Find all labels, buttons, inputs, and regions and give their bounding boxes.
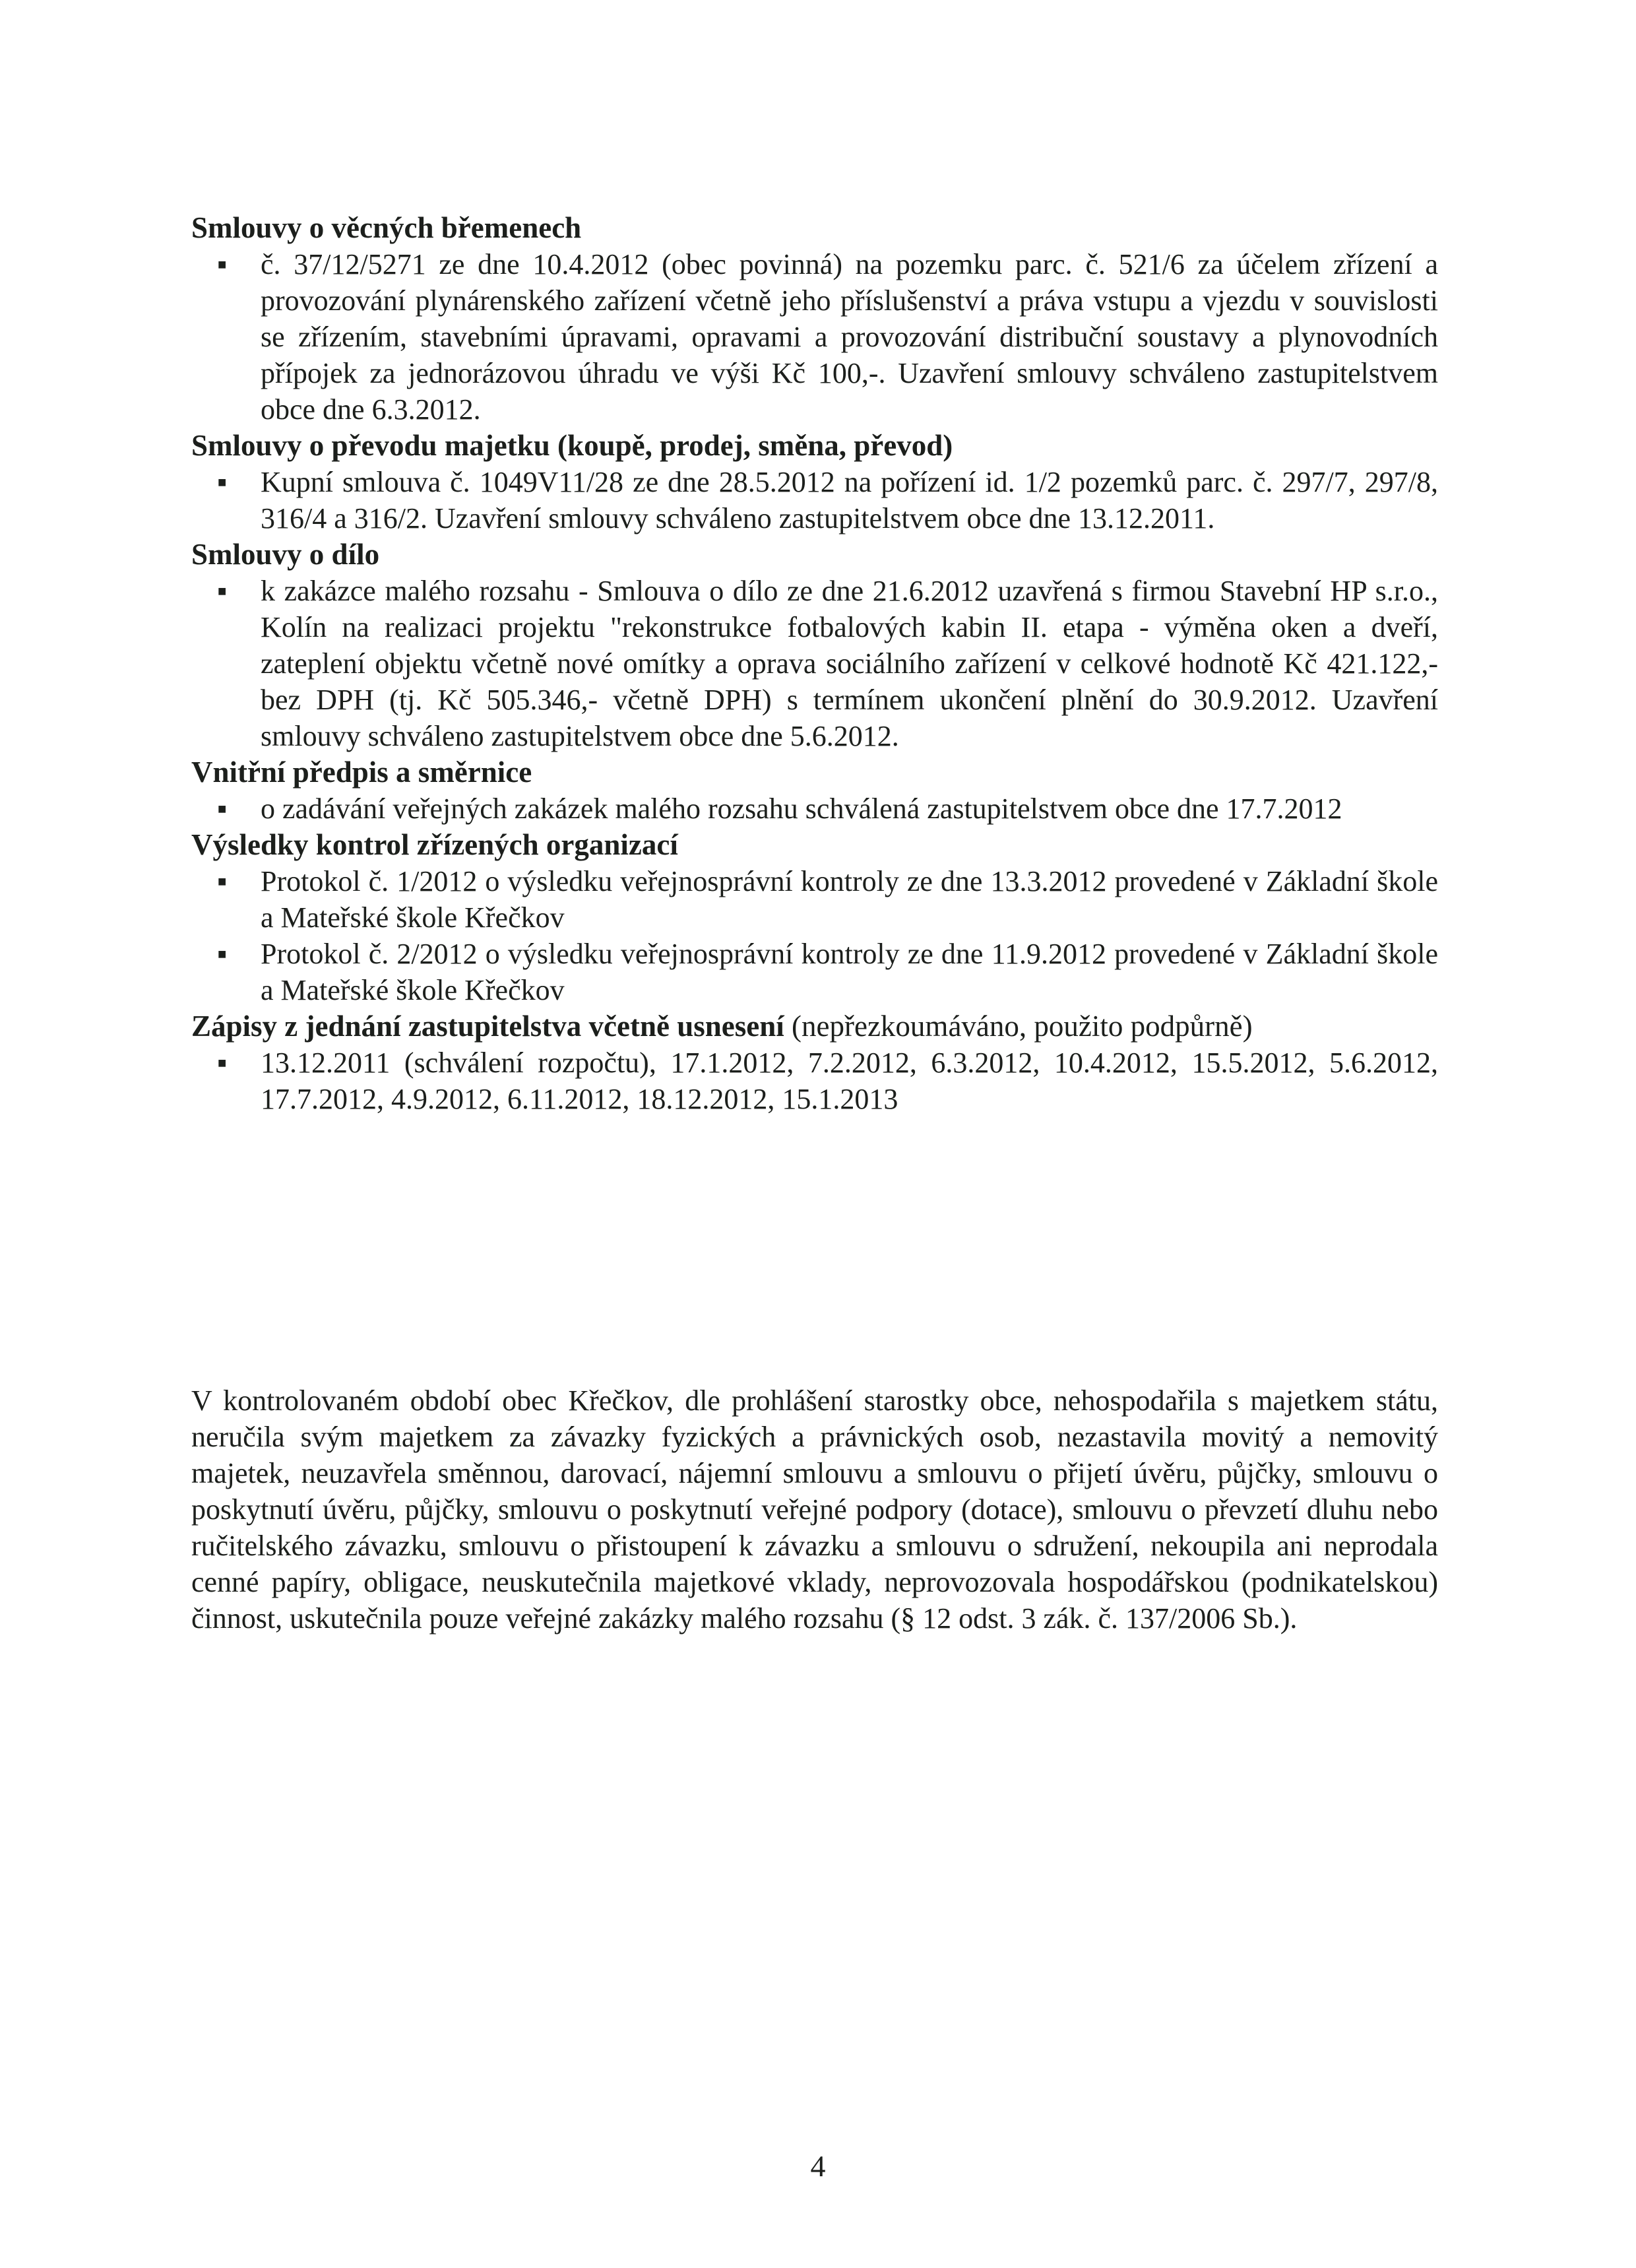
section-internal-regulations: [191, 754, 1438, 827]
item-list: [191, 1045, 1438, 1117]
list-item: [191, 791, 1438, 827]
item-text: o zadávání veřejných zakázek malého rozsahu schválená zastupitelstvem obce dne 17.7.2012: [261, 793, 1342, 825]
item-text: 13.12.2011 (schválení rozpočtu), 17.1.2012, 7.2.2012, 6.3.2012, 10.4.2012, 15.5.2012, 5.6.2012, 17.7.2012, 4.9.2012, 6.11.2012, 18.12.2012, 15.1.2013: [261, 1047, 1438, 1115]
section-property-transfer: [191, 428, 1438, 536]
section-heading: Výsledky kontrol zřízených organizací: [191, 828, 678, 861]
square-bullet-icon: ■: [218, 1054, 227, 1071]
section-council-minutes: [191, 1008, 1438, 1117]
item-text: Protokol č. 2/2012 o výsledku veřejnosprávní kontroly ze dne 11.9.2012 provedené v Základní škole a Mateřské škole Křečkov: [261, 938, 1438, 1006]
list-item: [191, 936, 1438, 1008]
square-bullet-icon: ■: [218, 800, 227, 817]
list-item: [191, 1045, 1438, 1117]
item-text: č. 37/12/5271 ze dne 10.4.2012 (obec povinná) na pozemku parc. č. 521/6 za účelem zřízení a provozování plynárenského zařízení včetně jeho příslušenství a práva vstupu a vjezdu v souvislosti se zřízením, stavebními úpravami, opravami a provozování distribuční soustavy a plynovodních přípojek za jednorázovou úhradu ve výši Kč 100,-. Uzavření smlouvy schváleno zastupitelstvem obce dne 6.3.2012.: [261, 248, 1438, 426]
section-inspection-results: [191, 827, 1438, 1008]
section-heading: Vnitřní předpis a směrnice: [191, 756, 532, 789]
section-heading-note: (nepřezkoumáváno, použito podpůrně): [784, 1010, 1253, 1043]
item-list: [191, 246, 1438, 428]
square-bullet-icon: ■: [218, 873, 227, 890]
summary-paragraph: V kontrolovaném období obec Křečkov, dle prohlášení starostky obce, nehospodařila s majetkem státu, neručila svým majetkem za závazky fyzických a právnických osob, nezastavila movitý a nemovitý majetek, neuzavřela směnnou, darovací, nájemní smlouvu a smlouvu o přijetí úvěru, půjčky, smlouvu o poskytnutí úvěru, půjčky, smlouvu o poskytnutí veřejné podpory (dotace), smlouvu o převzetí dluhu nebo ručitelského závazku, smlouvu o přistoupení k závazku a smlouvu o sdružení, nekoupila ani neprodala cenné papíry, obligace, neuskutečnila majetkové vklady, neprovozovala hospodářskou (podnikatelskou) činnost, uskutečnila pouze veřejné zakázky malého rozsahu (§ 12 odst. 3 zák. č. 137/2006 Sb.).: [191, 1384, 1438, 1635]
item-list: [191, 863, 1438, 1008]
section-heading: Smlouvy o věcných břemenech: [191, 211, 582, 244]
item-list: [191, 791, 1438, 827]
section-work-contracts: [191, 536, 1438, 754]
square-bullet-icon: ■: [218, 946, 227, 962]
item-text: k zakázce malého rozsahu - Smlouva o dílo ze dne 21.6.2012 uzavřená s firmou Stavební HP s.r.o., Kolín na realizaci projektu "rekonstrukce fotbalových kabin II. etapa - výměna oken a dveří, zateplení objektu včetně nové omítky a oprava sociálního zařízení v celkové hodnotě Kč 421.122,- bez DPH (tj. Kč 505.346,- včetně DPH) s termínem ukončení plnění do 30.9.2012. Uzavření smlouvy schváleno zastupitelstvem obce dne 5.6.2012.: [261, 575, 1438, 752]
section-heading: [191, 1008, 1438, 1045]
item-list: [191, 573, 1438, 754]
square-bullet-icon: ■: [218, 474, 227, 490]
section-easements: [191, 210, 1438, 428]
section-heading: Smlouvy o převodu majetku (koupě, prodej, směna, převod): [191, 429, 953, 462]
section-heading-text: Zápisy z jednání zastupitelstva včetně usnesení: [191, 1010, 784, 1043]
square-bullet-icon: ■: [218, 583, 227, 599]
item-text: Protokol č. 1/2012 o výsledku veřejnosprávní kontroly ze dne 13.3.2012 provedené v Základní škole a Mateřské škole Křečkov: [261, 865, 1438, 934]
page-number: 4: [810, 2149, 826, 2183]
contracts-list: [191, 210, 1438, 1117]
list-item: [191, 464, 1438, 536]
section-heading: Smlouvy o dílo: [191, 538, 380, 571]
item-list: [191, 464, 1438, 536]
list-item: [191, 863, 1438, 936]
list-item: [191, 246, 1438, 428]
list-item: [191, 573, 1438, 754]
item-text: Kupní smlouva č. 1049V11/28 ze dne 28.5.2012 na pořízení id. 1/2 pozemků parc. č. 297/7, 297/8, 316/4 a 316/2. Uzavření smlouvy schváleno zastupitelstvem obce dne 13.12.2011.: [261, 466, 1438, 535]
square-bullet-icon: ■: [218, 256, 227, 273]
